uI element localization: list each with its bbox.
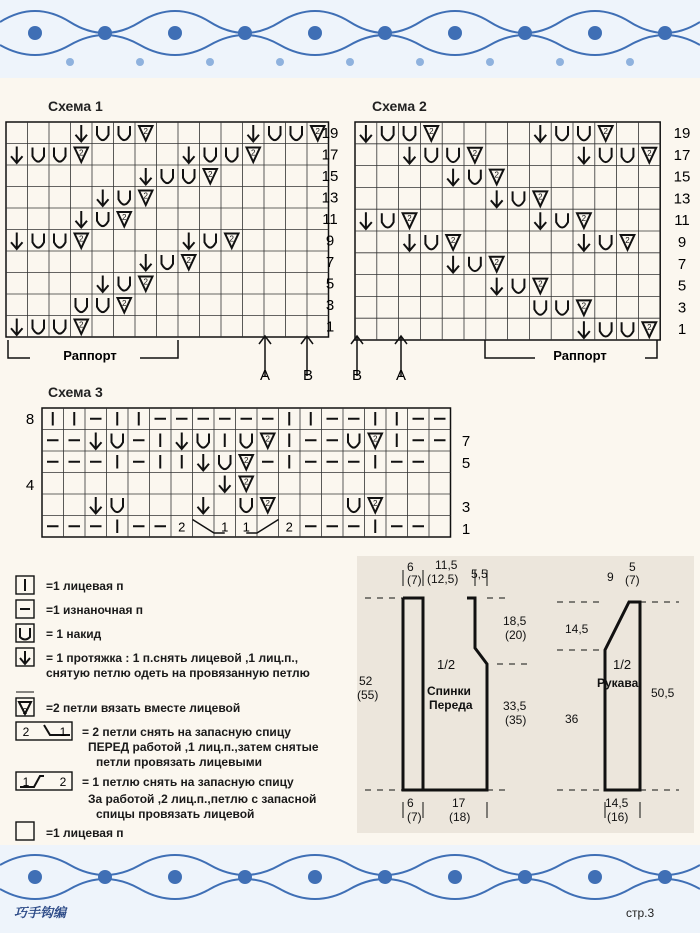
scheme1-marker-a: A — [259, 367, 271, 384]
scheme3-row-8: 8 — [25, 411, 35, 428]
ornament-pattern — [0, 0, 700, 78]
dim-r-18-5: 18,5 — [503, 614, 527, 628]
scheme3-grid — [42, 408, 451, 537]
scheme2-row-13: 13 — [673, 190, 691, 208]
site-logo: 巧手钩编 — [14, 905, 67, 920]
legend-purl: =1 изнаночная п — [46, 603, 144, 617]
scheme1-marker-b: B — [302, 367, 314, 384]
scheme1-rapport-label: Раппорт — [63, 348, 117, 363]
scheme1-row-9: 9 — [325, 232, 335, 250]
svg-text:2: 2 — [581, 214, 587, 224]
body-label-back: Спинки — [427, 684, 471, 698]
scheme3-cable-0: 2 — [178, 519, 186, 535]
legend-plain: =1 лицевая п — [46, 826, 124, 840]
dim-bot-18: (18) — [449, 810, 471, 824]
legend-decrease: =2 петли вязать вместе лицевой — [46, 701, 241, 715]
scheme1-title: Схема 1 — [48, 98, 103, 114]
svg-text:2: 2 — [494, 170, 499, 180]
scheme2-row-11: 11 — [674, 212, 690, 230]
legend-cable-front: = 2 петли снять на запасную спицу — [82, 725, 291, 739]
legend-pulldown: = 1 протяжка : 1 п.снять лицевой ,1 лиц.п., — [46, 651, 299, 665]
svg-text:2: 2 — [265, 499, 270, 508]
dim-bot-6: 6 — [407, 796, 414, 810]
body-center-line — [403, 598, 423, 790]
scheme1-row-13: 13 — [321, 189, 339, 207]
svg-text:2: 2 — [143, 191, 148, 201]
svg-text:2: 2 — [244, 456, 249, 465]
scheme1-row-5: 5 — [325, 275, 335, 293]
dim-bot-17: 17 — [452, 796, 466, 810]
legend-pulldown-2: снятую петлю одеть на провязанную петлю — [46, 666, 310, 680]
legend-cable-back-3: спицы провязать лицевой — [96, 807, 255, 821]
legend-cable-front-3: петли провязать лицевыми — [96, 755, 262, 769]
dim-sleeve-top-9: 9 — [607, 570, 614, 584]
legend-cable-back-2: 2 — [59, 775, 67, 789]
dim-sleeve-bot-14-5: 14,5 — [605, 796, 629, 810]
scheme2-row-1: 1 — [677, 321, 687, 339]
svg-text:2: 2 — [315, 127, 320, 136]
legend-cable-back-1: 1 — [22, 775, 30, 789]
scheme2-row-9: 9 — [677, 234, 687, 251]
legend-cable-front-2: 2 — [22, 725, 30, 739]
dim-r-35: (35) — [505, 713, 527, 727]
garment-schematic — [357, 556, 694, 833]
dim-top-7: (7) — [407, 573, 422, 587]
sleeve-outline — [605, 602, 640, 790]
svg-text:2: 2 — [122, 299, 127, 308]
svg-text:2: 2 — [472, 148, 478, 158]
scheme1-row-15: 15 — [321, 168, 339, 185]
svg-text:2: 2 — [429, 127, 434, 136]
scheme2-row-19: 19 — [673, 125, 691, 142]
dim-sleeve-36: 36 — [565, 712, 579, 726]
legend-cable-front-1: 1 — [59, 725, 67, 739]
svg-text:2: 2 — [79, 320, 84, 330]
scheme2-chart — [345, 118, 700, 388]
dim-sleeve-bot-16: (16) — [607, 810, 629, 824]
legend-yarnover: = 1 накид — [46, 627, 102, 641]
scheme1-row-19: 19 — [321, 125, 339, 142]
svg-text:2: 2 — [538, 279, 543, 289]
legend-cable-back: = 1 петлю снять на запасную спицу — [82, 775, 294, 789]
svg-text:2: 2 — [407, 214, 412, 224]
scheme1-row-11: 11 — [322, 211, 338, 228]
scheme3-chart — [16, 404, 486, 544]
legend-knit: =1 лицевая п — [46, 579, 124, 593]
svg-text:2: 2 — [79, 148, 84, 158]
body-label-front: Переда — [429, 698, 473, 712]
svg-text:2: 2 — [265, 434, 270, 444]
scheme3-row-7: 7 — [461, 433, 471, 450]
scheme2-row-17: 17 — [673, 146, 691, 164]
scheme1-row-3: 3 — [325, 297, 335, 314]
dim-bot-7: (7) — [407, 810, 422, 824]
scheme2-marker-a: A — [395, 367, 407, 384]
svg-text:2: 2 — [244, 477, 249, 487]
dim-top-6: 6 — [407, 560, 414, 574]
scheme3-cable-3: 2 — [285, 519, 293, 535]
dim-top-5-5: 5,5 — [471, 567, 488, 581]
scheme1-chart — [0, 118, 345, 388]
svg-text:2: 2 — [603, 127, 608, 136]
scheme2-grid — [355, 122, 660, 340]
svg-text:2: 2 — [79, 234, 84, 244]
dim-sleeve-top-7: (7) — [625, 573, 640, 587]
svg-text:2: 2 — [229, 234, 234, 244]
top-ornament-band — [0, 0, 700, 78]
svg-text:2: 2 — [538, 192, 543, 202]
svg-text:2: 2 — [122, 213, 127, 222]
scheme2-title: Схема 2 — [372, 98, 427, 114]
scheme2-row-5: 5 — [677, 277, 687, 295]
scheme3-cable-2: 1 — [242, 519, 250, 535]
scheme3-row-5: 5 — [461, 455, 471, 472]
legend-cable-front-2: ПЕРЕД работой ,1 лиц.п.,затем снятые — [88, 740, 319, 754]
svg-text:2: 2 — [647, 148, 652, 158]
scheme1-row-17: 17 — [321, 146, 339, 164]
scheme2-row-15: 15 — [673, 168, 691, 186]
scheme2-row-3: 3 — [677, 299, 687, 317]
svg-text:2: 2 — [186, 256, 191, 265]
dim-side-52: 52 — [359, 674, 373, 688]
body-fraction: 1/2 — [437, 657, 456, 672]
svg-text:2: 2 — [251, 148, 256, 158]
scheme2-marker-b: B — [351, 367, 363, 384]
sleeve-fraction: 1/2 — [613, 657, 632, 672]
scheme2-row-7: 7 — [677, 255, 687, 273]
svg-text:2: 2 — [143, 277, 148, 287]
svg-text:2: 2 — [143, 127, 148, 136]
svg-text:2: 2 — [647, 323, 652, 333]
dim-sleeve-14-5: 14,5 — [565, 622, 589, 636]
svg-text:2: 2 — [581, 301, 587, 311]
dim-side-55: (55) — [357, 688, 379, 702]
dim-sleeve-top-5: 5 — [629, 560, 636, 574]
scheme3-title: Схема 3 — [48, 384, 103, 400]
dim-top-12-5: (12,5) — [427, 572, 459, 586]
scheme1-row-1: 1 — [325, 318, 335, 336]
scheme3-row-4: 4 — [25, 477, 35, 494]
schematic-lines — [357, 556, 694, 833]
scheme2-rapport-label: Раппорт — [553, 348, 607, 363]
dim-r-20: (20) — [505, 628, 527, 642]
bottom-ornament-band — [0, 845, 700, 933]
svg-text:2: 2 — [208, 170, 213, 179]
scheme2-row-numbers — [674, 125, 691, 338]
dim-r-33-5: 33,5 — [503, 699, 527, 713]
legend-cable-back-2: За работой ,2 лиц.п.,петлю с запасной — [88, 792, 317, 806]
dim-sleeve-50-5: 50,5 — [651, 686, 675, 700]
sleeve-label: Рукава — [597, 676, 639, 690]
legend-decrease-two: 2 — [22, 707, 28, 716]
svg-text:2: 2 — [625, 236, 630, 245]
ornament-pattern-bottom — [0, 845, 700, 933]
page-number: стр.3 — [626, 906, 655, 920]
scheme3-row-3: 3 — [461, 499, 471, 516]
scheme1-row-7: 7 — [325, 254, 335, 271]
dim-top-11-5: 11,5 — [435, 558, 458, 572]
scheme1-grid — [6, 122, 329, 337]
scheme3-row-1: 1 — [461, 521, 471, 538]
svg-text:2: 2 — [373, 499, 378, 508]
svg-text:2: 2 — [373, 434, 378, 444]
svg-text:2: 2 — [494, 257, 499, 267]
svg-text:2: 2 — [450, 236, 456, 245]
scheme3-cable-1: 1 — [221, 519, 229, 535]
